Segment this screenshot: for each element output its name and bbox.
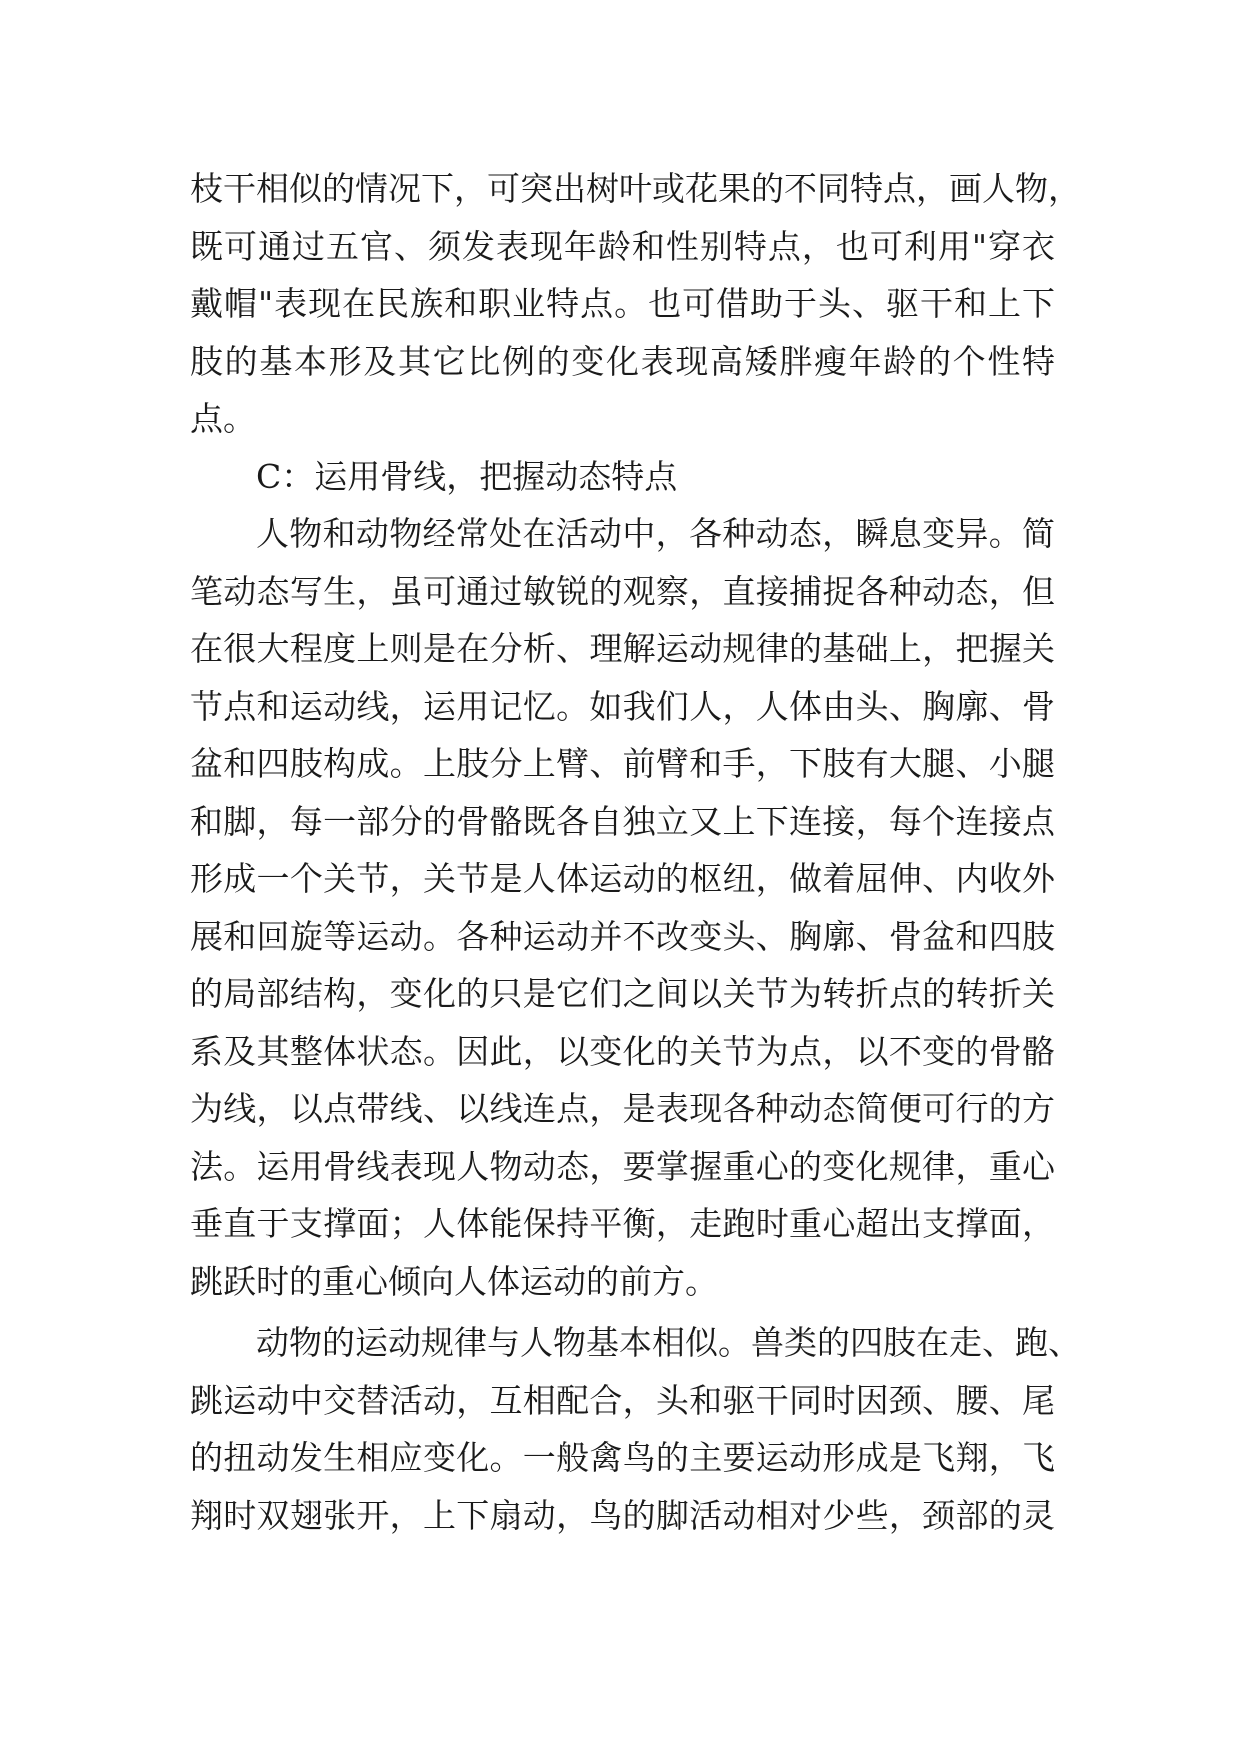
text-line: 点。 [190,399,256,438]
text-line: 和脚，每一部分的骨骼既各自独立又上下连接，每个连接点 [190,801,1055,841]
text-line: 系及其整体状态。因此，以变化的关节为点，以不变的骨骼 [190,1031,1055,1071]
text-line: 动物的运动规律与人物基本相似。兽类的四肢在走、跑、 [256,1323,1081,1362]
text-line: 形成一个关节，关节是人体运动的枢纽，做着屈伸、内收外 [190,859,1055,898]
text-line: 枝干相似的情况下，可突出树叶或花果的不同特点，画人物， [190,169,1081,208]
text-line: 戴帽"表现在民族和职业特点。也可借助于头、驱干和上下 [190,284,1055,323]
text-line: 人物和动物经常处在活动中，各种动态，瞬息变异。简 [256,514,1055,553]
text-line: 跳运动中交替活动，互相配合，头和驱干同时因颈、腰、尾 [190,1380,1055,1420]
text-line: 在很大程度上则是在分析、理解运动规律的基础上，把握关 [190,629,1055,668]
paragraph-3 [190,1314,1081,1544]
text-line: 的扭动发生相应变化。一般禽鸟的主要运动形成是飞翔，飞 [190,1438,1055,1477]
body-text [190,160,1081,1544]
text-line: 展和回旋等运动。各种运动并不改变头、胸廓、骨盆和四肢 [190,916,1055,956]
text-line: 既可通过五官、须发表现年龄和性别特点，也可利用"穿衣 [190,226,1055,266]
text-line: 为线，以点带线、以线连点，是表现各种动态简便可行的方 [190,1089,1055,1128]
text-line: 盆和四肢构成。上肢分上臂、前臂和手，下肢有大腿、小腿 [190,744,1055,783]
text-line: 跳跃时的重心倾向人体运动的前方。 [190,1261,718,1301]
heading-text: C：运用骨线，把握动态特点 [256,456,678,496]
paragraph-2 [190,505,1055,1310]
text-line: 笔动态写生，虽可通过敏锐的观察，直接捕捉各种动态，但 [190,571,1055,611]
text-line: 垂直于支撑面；人体能保持平衡，走跑时重心超出支撑面， [190,1204,1055,1243]
text-line: 节点和运动线，运用记忆。如我们人，人体由头、胸廓、骨 [190,686,1055,726]
paragraph-1 [190,160,1081,448]
text-line: 法。运用骨线表现人物动态，要掌握重心的变化规律，重心 [190,1146,1055,1186]
text-line: 肢的基本形及其它比例的变化表现高矮胖瘦年龄的个性特 [190,341,1055,381]
text-line: 的局部结构，变化的只是它们之间以关节为转折点的转折关 [190,974,1055,1013]
text-line: 翔时双翅张开，上下扇动，鸟的脚活动相对少些，颈部的灵 [190,1495,1055,1535]
section-heading [190,448,1055,506]
